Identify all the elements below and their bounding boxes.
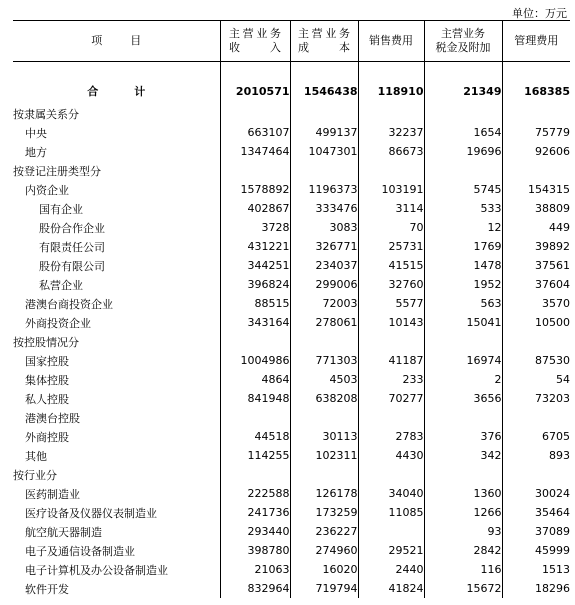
header-item-label: 项 目: [91, 34, 142, 47]
cell-cost: 719794: [290, 579, 358, 598]
row-label: 中央: [25, 126, 47, 140]
cell-admin: 6705: [502, 427, 570, 446]
cell-revenue: 44518: [220, 427, 290, 446]
header-revenue: [220, 21, 290, 62]
row-label: 电子计算机及办公设备制造业: [25, 563, 168, 577]
header-sales: [358, 21, 424, 62]
cell-cost: 326771: [290, 237, 358, 256]
cell-cost: 333476: [290, 199, 358, 218]
cell-cost: 299006: [290, 275, 358, 294]
cell-sales: 233: [358, 370, 424, 389]
cell-revenue: [220, 161, 290, 180]
header-admin-label: 管理费用: [514, 34, 559, 47]
header-admin: [502, 21, 570, 62]
header-revenue-bottom: 收 入: [229, 41, 281, 54]
row-label-cell: [13, 313, 220, 332]
row-label-cell: [13, 522, 220, 541]
table-row: [13, 560, 570, 579]
row-label: 外商控股: [25, 430, 69, 444]
row-label: 国有企业: [39, 202, 83, 216]
cell-cost: 234037: [290, 256, 358, 275]
cell-revenue: 1347464: [220, 142, 290, 161]
cell-admin: 893: [502, 446, 570, 465]
cell-tax: [424, 408, 502, 427]
total-admin: 168385: [502, 78, 570, 104]
section-label: 按控股情况分: [13, 335, 79, 349]
table-row: [13, 541, 570, 560]
cell-admin: 39892: [502, 237, 570, 256]
cell-cost: 278061: [290, 313, 358, 332]
cell-admin: 73203: [502, 389, 570, 408]
cell-tax: 93: [424, 522, 502, 541]
cell-sales: 11085: [358, 503, 424, 522]
row-label-cell: [13, 332, 220, 351]
cell-sales: 2440: [358, 560, 424, 579]
cell-cost: 16020: [290, 560, 358, 579]
cell-tax: 1952: [424, 275, 502, 294]
table-row: [13, 142, 570, 161]
row-label: 内资企业: [25, 183, 69, 197]
cell-cost: [290, 332, 358, 351]
total-cost: 1546438: [290, 78, 358, 104]
header-row: [13, 21, 570, 62]
row-label: 其他: [25, 449, 47, 463]
cell-admin: [502, 465, 570, 484]
total-label: 合计: [87, 85, 182, 98]
cell-sales: 2783: [358, 427, 424, 446]
table-row: [13, 446, 570, 465]
cell-sales: [358, 104, 424, 123]
cell-sales: 29521: [358, 541, 424, 560]
cell-tax: [424, 161, 502, 180]
row-label-cell: [13, 541, 220, 560]
cell-revenue: [220, 332, 290, 351]
cell-revenue: 241736: [220, 503, 290, 522]
cell-cost: 274960: [290, 541, 358, 560]
cell-admin: 1513: [502, 560, 570, 579]
cell-revenue: [220, 408, 290, 427]
cell-admin: [502, 104, 570, 123]
cell-sales: 70: [358, 218, 424, 237]
cell-tax: [424, 104, 502, 123]
cell-sales: 70277: [358, 389, 424, 408]
cell-sales: 41515: [358, 256, 424, 275]
row-label-cell: [13, 142, 220, 161]
header-cost-top: 主营业务: [298, 27, 350, 40]
section-label: 按行业分: [13, 468, 57, 482]
cell-admin: 87530: [502, 351, 570, 370]
cell-revenue: [220, 104, 290, 123]
cell-revenue: 431221: [220, 237, 290, 256]
table-row: [13, 237, 570, 256]
row-label: 医药制造业: [25, 487, 80, 501]
table-row: [13, 370, 570, 389]
total-row: [13, 78, 570, 104]
row-label: 集体控股: [25, 373, 69, 387]
header-tax-top: 主营业务: [441, 27, 485, 40]
cell-sales: 41824: [358, 579, 424, 598]
cell-admin: 10500: [502, 313, 570, 332]
row-label: 私营企业: [39, 278, 83, 292]
cell-cost: 72003: [290, 294, 358, 313]
cell-revenue: 663107: [220, 123, 290, 142]
row-label-cell: [13, 446, 220, 465]
table-row: [13, 294, 570, 313]
cell-revenue: 222588: [220, 484, 290, 503]
cell-tax: 1654: [424, 123, 502, 142]
header-cost-bottom: 成 本: [298, 41, 350, 54]
cell-cost: 771303: [290, 351, 358, 370]
cell-admin: 18296: [502, 579, 570, 598]
cell-revenue: [220, 465, 290, 484]
row-label-cell: [13, 579, 220, 598]
cell-sales: 5577: [358, 294, 424, 313]
cell-admin: 35464: [502, 503, 570, 522]
header-tax: [424, 21, 502, 62]
table-row: [13, 256, 570, 275]
spacer-row: [13, 62, 570, 79]
row-label-cell: [13, 199, 220, 218]
cell-cost: 1047301: [290, 142, 358, 161]
table-row: [13, 579, 570, 598]
row-label-cell: [13, 294, 220, 313]
row-label: 地方: [25, 145, 47, 159]
row-label: 有限责任公司: [39, 240, 105, 254]
table-row: [13, 180, 570, 199]
cell-tax: [424, 332, 502, 351]
cell-tax: 1360: [424, 484, 502, 503]
table-row: [13, 123, 570, 142]
table-section-row: [13, 332, 570, 351]
row-label: 软件开发: [25, 582, 69, 596]
row-label-cell: [13, 465, 220, 484]
cell-admin: [502, 161, 570, 180]
cell-cost: 236227: [290, 522, 358, 541]
row-label: 港澳台控股: [25, 411, 80, 425]
section-label: 按隶属关系分: [13, 107, 79, 121]
cell-tax: 376: [424, 427, 502, 446]
cell-admin: 449: [502, 218, 570, 237]
cell-cost: 126178: [290, 484, 358, 503]
cell-sales: 41187: [358, 351, 424, 370]
cell-revenue: 344251: [220, 256, 290, 275]
row-label-cell: [13, 370, 220, 389]
row-label: 股份有限公司: [39, 259, 105, 273]
table-row: [13, 503, 570, 522]
cell-tax: 342: [424, 446, 502, 465]
total-sales: 118910: [358, 78, 424, 104]
table-section-row: [13, 161, 570, 180]
row-label-cell: [13, 218, 220, 237]
cell-admin: 54: [502, 370, 570, 389]
table-row: [13, 427, 570, 446]
table-section-row: [13, 104, 570, 123]
cell-revenue: 398780: [220, 541, 290, 560]
cell-sales: 32760: [358, 275, 424, 294]
row-label-cell: [13, 503, 220, 522]
cell-cost: 499137: [290, 123, 358, 142]
cell-sales: 10143: [358, 313, 424, 332]
cell-sales: [358, 161, 424, 180]
row-label-cell: [13, 256, 220, 275]
cell-revenue: 1004986: [220, 351, 290, 370]
header-item: [13, 21, 220, 62]
row-label: 医疗设备及仪器仪表制造业: [25, 506, 157, 520]
table-row: [13, 351, 570, 370]
total-tax: 21349: [424, 78, 502, 104]
cell-cost: [290, 465, 358, 484]
table-section-row: [13, 465, 570, 484]
header-sales-label: 销售费用: [369, 34, 413, 47]
cell-revenue: 1578892: [220, 180, 290, 199]
cell-admin: 92606: [502, 142, 570, 161]
cell-revenue: 4864: [220, 370, 290, 389]
cell-tax: 12: [424, 218, 502, 237]
row-label-cell: [13, 104, 220, 123]
cell-revenue: 841948: [220, 389, 290, 408]
row-label-cell: [13, 161, 220, 180]
cell-sales: [358, 465, 424, 484]
cell-revenue: 832964: [220, 579, 290, 598]
cell-tax: 563: [424, 294, 502, 313]
cell-tax: 1769: [424, 237, 502, 256]
cell-revenue: 114255: [220, 446, 290, 465]
cell-cost: 638208: [290, 389, 358, 408]
table-row: [13, 484, 570, 503]
cell-sales: 25731: [358, 237, 424, 256]
cell-tax: 16974: [424, 351, 502, 370]
table-row: [13, 313, 570, 332]
cell-sales: 86673: [358, 142, 424, 161]
row-label-cell: [13, 351, 220, 370]
cell-admin: 37604: [502, 275, 570, 294]
total-label-cell: [13, 78, 220, 104]
section-label: 按登记注册类型分: [13, 164, 101, 178]
table-row: [13, 389, 570, 408]
unit-label: 单位：万元: [512, 7, 567, 20]
cell-revenue: 3728: [220, 218, 290, 237]
table-row: [13, 199, 570, 218]
cell-sales: 103191: [358, 180, 424, 199]
row-label: 电子及通信设备制造业: [25, 544, 135, 558]
cell-tax: 19696: [424, 142, 502, 161]
row-label-cell: [13, 180, 220, 199]
cell-tax: 15041: [424, 313, 502, 332]
cell-tax: 1266: [424, 503, 502, 522]
cell-admin: [502, 332, 570, 351]
cell-sales: [358, 408, 424, 427]
row-label: 外商投资企业: [25, 316, 91, 330]
cell-admin: 37089: [502, 522, 570, 541]
cell-admin: 38809: [502, 199, 570, 218]
table-row: [13, 408, 570, 427]
row-label-cell: [13, 237, 220, 256]
table-row: [13, 275, 570, 294]
row-label-cell: [13, 123, 220, 142]
cell-sales: [358, 522, 424, 541]
header-cost: [290, 21, 358, 62]
header-revenue-top: 主营业务: [229, 27, 281, 40]
cell-cost: 173259: [290, 503, 358, 522]
cell-admin: 45999: [502, 541, 570, 560]
row-label: 国家控股: [25, 354, 69, 368]
row-label: 私人控股: [25, 392, 69, 406]
cell-tax: 533: [424, 199, 502, 218]
cell-sales: 3114: [358, 199, 424, 218]
cell-cost: [290, 408, 358, 427]
cell-admin: 3570: [502, 294, 570, 313]
table-row: [13, 522, 570, 541]
cell-revenue: 343164: [220, 313, 290, 332]
cell-tax: 3656: [424, 389, 502, 408]
cell-admin: 37561: [502, 256, 570, 275]
cell-tax: 5745: [424, 180, 502, 199]
row-label-cell: [13, 275, 220, 294]
row-label-cell: [13, 408, 220, 427]
header-tax-bottom: 税金及附加: [435, 41, 491, 54]
cell-cost: 30113: [290, 427, 358, 446]
cell-admin: 154315: [502, 180, 570, 199]
cell-admin: [502, 408, 570, 427]
row-label-cell: [13, 427, 220, 446]
row-label: 股份合作企业: [39, 221, 105, 235]
statistics-table: [13, 20, 570, 598]
cell-revenue: 88515: [220, 294, 290, 313]
cell-cost: 102311: [290, 446, 358, 465]
row-label-cell: [13, 560, 220, 579]
cell-sales: 34040: [358, 484, 424, 503]
cell-revenue: 396824: [220, 275, 290, 294]
cell-tax: 116: [424, 560, 502, 579]
row-label-cell: [13, 484, 220, 503]
cell-cost: 1196373: [290, 180, 358, 199]
cell-admin: 75779: [502, 123, 570, 142]
row-label-cell: [13, 389, 220, 408]
cell-revenue: 21063: [220, 560, 290, 579]
cell-sales: 4430: [358, 446, 424, 465]
cell-cost: 4503: [290, 370, 358, 389]
row-label: 航空航天器制造: [25, 525, 102, 539]
total-revenue: 2010571: [220, 78, 290, 104]
cell-tax: 1478: [424, 256, 502, 275]
cell-cost: [290, 161, 358, 180]
row-label: 港澳台商投资企业: [25, 297, 113, 311]
cell-tax: 15672: [424, 579, 502, 598]
cell-revenue: 402867: [220, 199, 290, 218]
cell-tax: [424, 465, 502, 484]
cell-tax: 2: [424, 370, 502, 389]
cell-sales: [358, 332, 424, 351]
cell-tax: 2842: [424, 541, 502, 560]
table-row: [13, 218, 570, 237]
cell-cost: [290, 104, 358, 123]
cell-sales: 32237: [358, 123, 424, 142]
cell-admin: 30024: [502, 484, 570, 503]
cell-cost: 3083: [290, 218, 358, 237]
cell-revenue: 293440: [220, 522, 290, 541]
